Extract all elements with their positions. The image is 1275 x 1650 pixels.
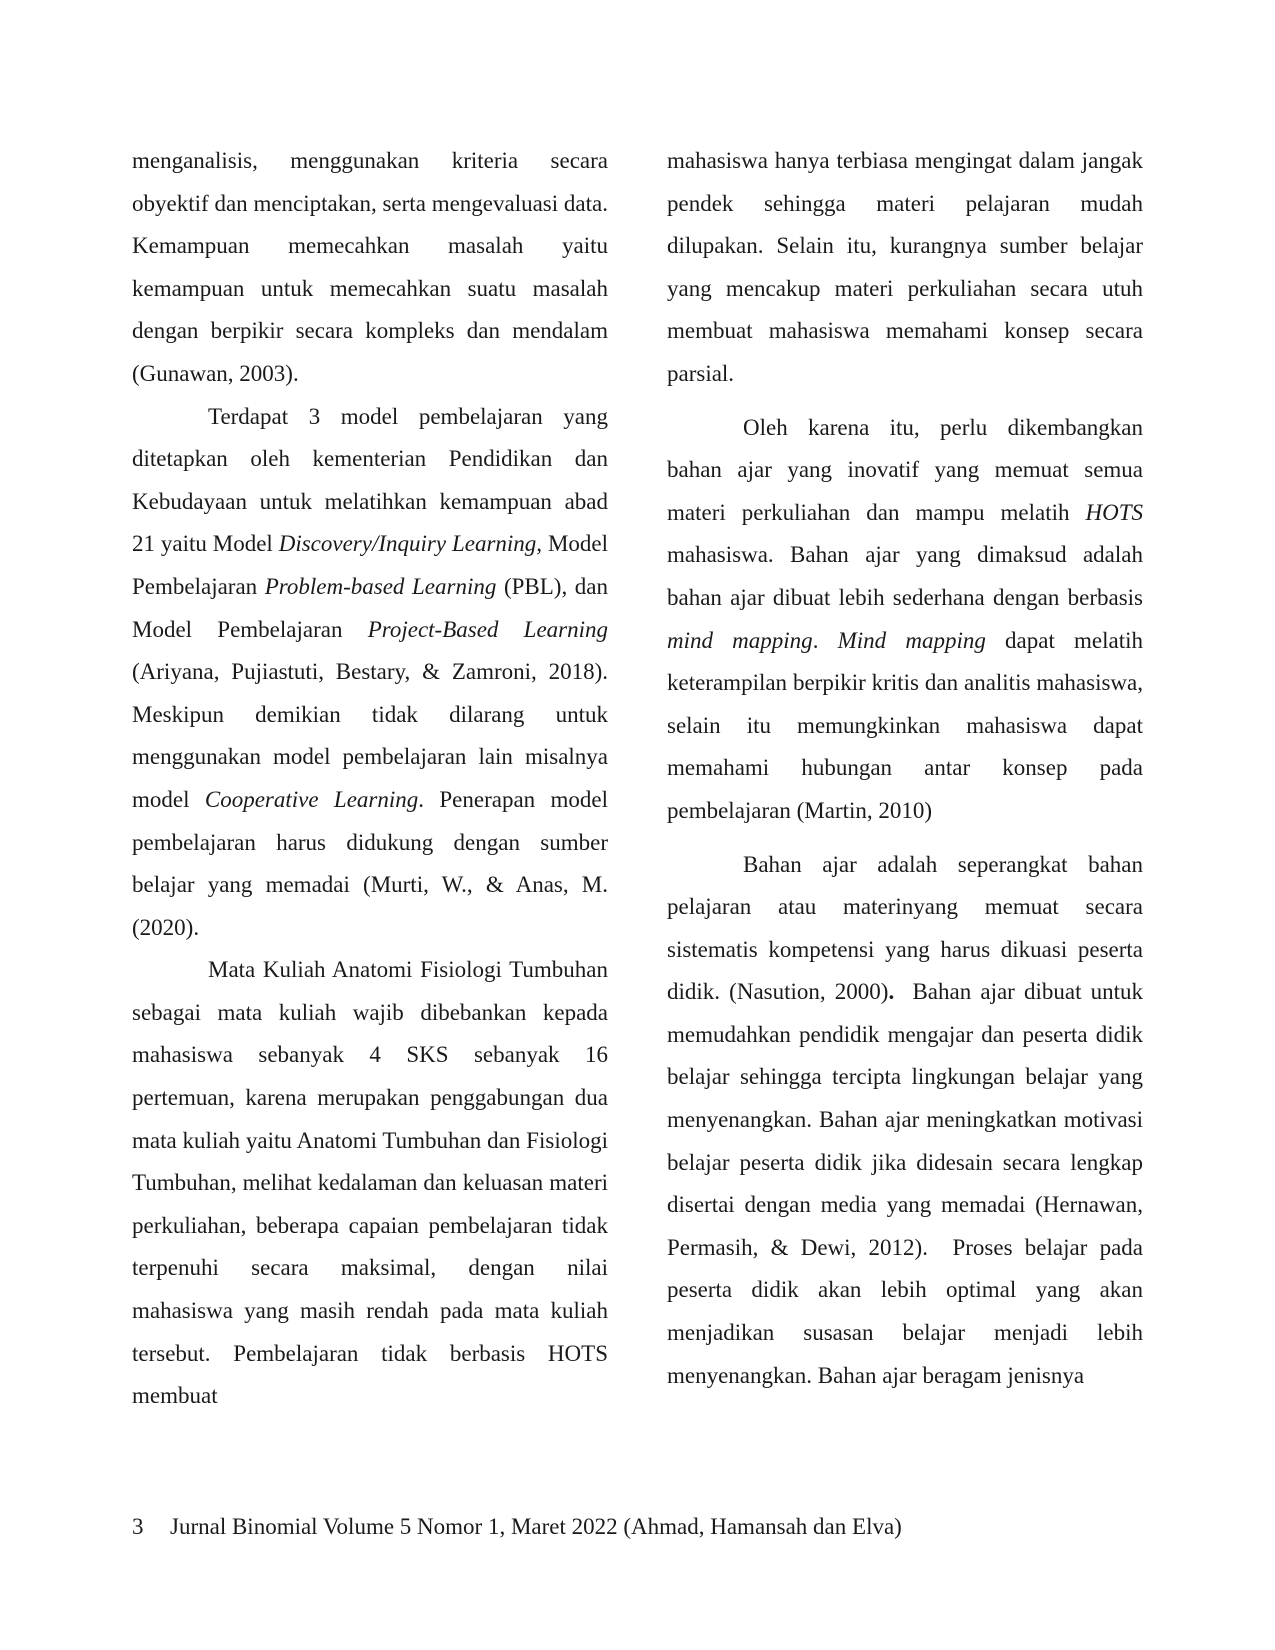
page-number: 3 <box>132 1514 144 1539</box>
left-paragraph-3: Mata Kuliah Anatomi Fisiologi Tumbuhan sebagai mata kuliah wajib dibebankan kepada mahasiswa sebanyak 4 SKS sebanyak 16 pertemuan, karena merupakan penggabungan dua mata kuliah yaitu Anatomi Tumbuhan dan Fisiologi Tumbuhan, melihat kedalaman dan keluasan materi perkuliahan, beberapa capaian pembelajaran tidak terpenuhi secara maksimal, dengan nilai mahasiswa yang masih rendah pada mata kuliah tersebut. Pembelajaran tidak berbasis HOTS membuat <box>132 957 608 1409</box>
right-p3-text-1: Bahan ajar adalah seperangkat bahan pelajaran atau materinyang memuat secara sistematis kompetensi yang harus dikuasi peserta didik. (Nasution, 2000) <box>667 851 1143 1005</box>
page-footer <box>132 1512 902 1542</box>
left-p2-italic-3: Project-Based Learning <box>367 616 608 642</box>
left-p2-text-4: (Ariyana, Pujiastuti, Bestary, & Zamroni, 2018). Meskipun demikian tidak dilarang untuk menggunakan model pembelajaran lain misalnya model <box>132 659 608 812</box>
right-p3-bold-1: . <box>888 979 895 1005</box>
right-p2-italic-3: Mind mapping <box>837 627 986 653</box>
left-p2-italic-2: Problem-based Learning <box>264 573 497 599</box>
right-p2-italic-2: mind mapping <box>667 627 813 653</box>
right-column <box>667 140 1149 1397</box>
right-paragraph-2 <box>667 407 1143 833</box>
left-p2-text-2: Model Pembelajaran <box>132 531 608 599</box>
right-paragraph-1: mahasiswa hanya terbiasa mengingat dalam jangak pendek sehingga materi pelajaran mudah dilupakan. Selain itu, kurangnya sumber belajar yang mencakup materi perkuliahan secara utuh membuat mahasiswa memahami konsep secara parsial. <box>667 148 1143 386</box>
right-paragraph-3 <box>667 844 1149 1398</box>
left-p2-italic-1: Discovery/Inquiry Learning, <box>278 531 543 557</box>
right-p2-text-2: mahasiswa. Bahan ajar yang dimaksud adalah bahan ajar dibuat lebih sederhana dengan berbasis <box>667 542 1143 610</box>
right-p2-text-3: . <box>812 627 838 653</box>
left-paragraph-2 <box>132 396 608 950</box>
journal-citation: Jurnal Binomial Volume 5 Nomor 1, Maret 2022 (Ahmad, Hamansah dan Elva) <box>170 1514 902 1539</box>
left-p2-italic-4: Cooperative Learning <box>204 786 419 812</box>
right-p2-text-4: dapat melatih keterampilan berpikir kritis dan analitis mahasiswa, selain itu memungkinkan mahasiswa dapat memahami hubungan antar konsep pada pembelajaran (Martin, 2010) <box>667 627 1144 823</box>
left-paragraph-1: menganalisis, menggunakan kriteria secara obyektif dan menciptakan, serta mengevaluasi data. Kemampuan memecahkan masalah yaitu kemampuan untuk memecahkan suatu masalah dengan berpikir secara kompleks dan mendalam (Gunawan, 2003). <box>132 148 608 386</box>
left-p2-text-5: . Penerapan model pembelajaran harus didukung dengan sumber belajar yang memadai (Murti, W., & Anas, M. (2020). <box>132 786 608 940</box>
left-column <box>132 140 608 1418</box>
left-p2-text-1: Terdapat 3 model pembelajaran yang ditetapkan oleh kementerian Pendidikan dan Kebudayaan untuk melatihkan kemampuan abad 21 yaitu Model <box>132 403 608 557</box>
right-p2-text-1: Oleh karena itu, perlu dikembangkan bahan ajar yang inovatif yang memuat semua materi perkuliahan dan mampu melatih <box>667 414 1143 525</box>
right-p3-text-2: Bahan ajar dibuat untuk memudahkan pendidik mengajar dan peserta didik belajar sehingga tercipta lingkungan belajar yang menyenangkan. Bahan ajar meningkatkan motivasi belajar peserta didik jika didesain secara lengkap disertai dengan media yang memadai (Hernawan, Permasih, & Dewi, 2012). Proses belajar pada peserta didik akan lebih optimal yang akan menjadikan susasan belajar menjadi lebih menyenangkan. Bahan ajar beragam jenisnya <box>667 979 1149 1388</box>
right-p2-italic-1: HOTS <box>1085 499 1143 525</box>
left-p2-text-3: (PBL), dan Model Pembelajaran <box>132 573 608 642</box>
